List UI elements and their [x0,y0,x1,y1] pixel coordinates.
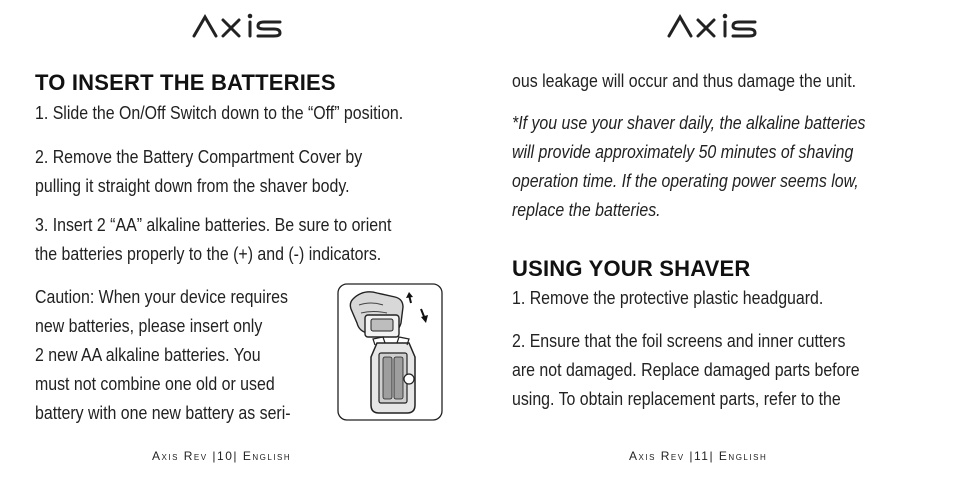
text-line: 3. Insert 2 “AA” alkaline batteries. Be sure to orient [35,214,392,235]
axis-logo-icon [665,12,765,40]
text-line: *If you use your shaver daily, the alkaline batteries [512,112,866,133]
battery-life-note [512,108,865,224]
page-footer-right: Axis Rev |11| English [629,449,768,463]
text-line: battery with one new battery as seri- [35,402,291,423]
text-line: are not damaged. Replace damaged parts before [512,359,860,380]
using-step-1-paragraph [512,283,823,312]
page-footer-left: Axis Rev |10| English [152,449,292,463]
using-step-2-paragraph [512,326,860,413]
text-line: the batteries properly to the (+) and (-) indicators. [35,243,382,264]
section-heading-using-shaver: USING YOUR SHAVER [512,256,751,281]
continuation-paragraph [512,66,856,95]
step-1-paragraph [35,98,403,127]
battery-compartment-illustration [337,283,443,421]
text-line: 2. Remove the Battery Compartment Cover by [35,146,363,167]
text-line: ous leakage will occur and thus damage the unit. [512,70,857,91]
text-line: 1. Slide the On/Off Switch down to the “Off” position. [35,102,404,123]
text-line: 1. Remove the protective plastic headguard. [512,287,824,308]
section-heading-batteries: TO INSERT THE BATTERIES [35,70,336,95]
step-2-paragraph [35,142,362,200]
text-line: using. To obtain replacement parts, refer to the [512,388,841,409]
text-line: will provide approximately 50 minutes of shaving [512,141,854,162]
text-line: Caution: When your device requires [35,286,288,307]
text-line: replace the batteries. [512,199,661,220]
caution-paragraph [35,282,291,427]
battery-cover-removal-icon [337,283,443,421]
step-3-paragraph [35,210,391,268]
text-line: 2 new AA alkaline batteries. You [35,344,261,365]
right-page [477,0,954,477]
text-line: 2. Ensure that the foil screens and inner cutters [512,330,846,351]
axis-logo [190,12,290,40]
axis-logo-icon [190,12,290,40]
text-line: new batteries, please insert only [35,315,263,336]
text-line: pulling it straight down from the shaver body. [35,175,350,196]
text-line: must not combine one old or used [35,373,275,394]
text-line: operation time. If the operating power seems low, [512,170,859,191]
axis-logo [665,12,765,40]
